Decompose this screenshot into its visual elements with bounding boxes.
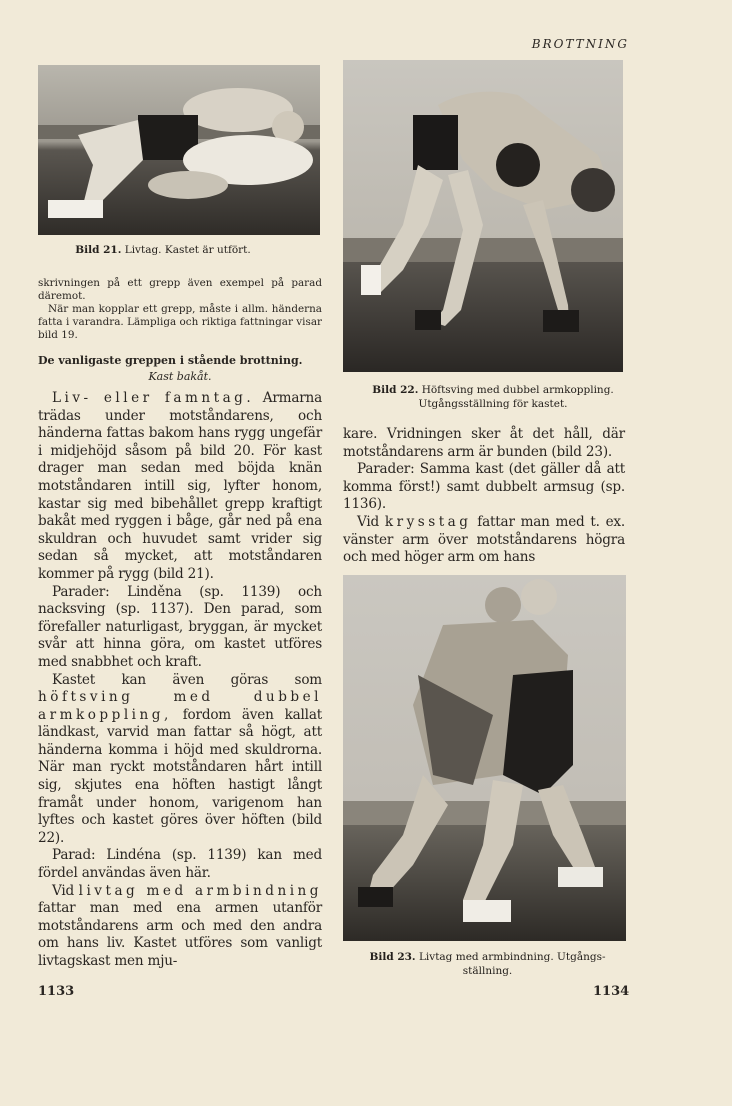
caption-label: Bild 23. (369, 951, 416, 963)
running-head: BROTTNING (531, 37, 629, 51)
body-paragraph: Liv- eller famntag. Armarna trädas under motståndarens, och händerna fattas bakom hans rygg ungefär i midjehöjd såsom på bild 20. För kast drager man sedan med böjda knän motståndaren intill sig, lyfter honom, kastar sig med bibehållet grepp kraftigt bakåt med ryggen i båge, går ned på ena skuldran och huvudet samt vrider sig sedan så mycket, att motståndaren kommer på rygg (bild 21). (38, 390, 323, 582)
body-paragraph: Vid krysstag fattar man med t. ex. vänster arm över motståndarens högra och med höger arm om hans (343, 513, 625, 566)
spaced-term: livtag med armbindning (78, 882, 322, 899)
body-paragraph: kare. Vridningen sker åt det håll, där motståndarens arm är bunden (bild 23). (343, 426, 625, 460)
body-paragraph: Parader: Linděna (sp. 1139) och nacksving (sp. 1137). Den parad, som förefaller naturligast, bryggan, är mycket svår att hinna göra, om kastet utföres med snabbhet och kraft. (38, 583, 322, 670)
section-heading: De vanligaste greppen i stående brottning. (38, 354, 303, 367)
caption-label: Bild 21. (75, 244, 122, 256)
caption-text-line2: Utgångsställning för kastet. (418, 398, 568, 410)
intro-paragraph: När man kopplar ett grepp, måste i allm. händerna fatta i varandra. Lämpliga och riktiga fattningar visar bild 19. (38, 303, 322, 341)
spaced-term: höftsving med dubbel armkoppling, (38, 689, 322, 723)
caption-bild-22 (343, 383, 643, 411)
caption-text: Livtag. Kastet är utfört. (124, 244, 251, 256)
caption-text-line2: ställning. (462, 965, 513, 977)
caption-bild-21 (38, 243, 288, 257)
body-paragraph: Parad: Lindéna (sp. 1139) kan med fördel användas även här. (38, 847, 322, 882)
spaced-term: Liv- eller famntag. (52, 390, 255, 406)
photo-bild-21 (38, 65, 320, 235)
left-column (38, 277, 322, 971)
section-subheading: Kast bakåt. (148, 370, 212, 383)
caption-label: Bild 22. (372, 384, 419, 396)
right-column (343, 426, 625, 567)
caption-text: Höftsving med dubbel armkoppling. (421, 384, 614, 396)
page-number-right: 1134 (593, 984, 630, 999)
photo-bild-23 (343, 575, 626, 941)
body-paragraph: Parader: Samma kast (det gäller då att komma först!) samt dubbelt armsug (sp. 1136). (343, 461, 625, 513)
caption-text: Livtag med armbindning. Utgångs- (418, 951, 606, 963)
body-paragraph: Kastet kan även göras som höftsving med dubbel armkoppling, fordom även kallat ländkast, varvid man fattar så högt, att händerna komma i höjd med skuldrorna. När man ryckt motståndaren hårt intill sig, skjutes ena höften hastigt långt framåt under honom, varigenom han lyftes och kastet göres över höften (bild 22). (38, 671, 322, 846)
caption-bild-23 (340, 950, 635, 978)
page-number-left: 1133 (38, 984, 75, 999)
intro-paragraph: skrivningen på ett grepp även exempel på parad däremot. (38, 277, 322, 302)
body-paragraph: Vid livtag med armbindning fattar man med ena armen utanför motståndarens arm och med den andra om hans liv. Kastet utföres som vanligt livtagskast men mju- (38, 882, 322, 969)
photo-bild-22 (343, 60, 623, 372)
spaced-term: krysstag (384, 513, 472, 530)
